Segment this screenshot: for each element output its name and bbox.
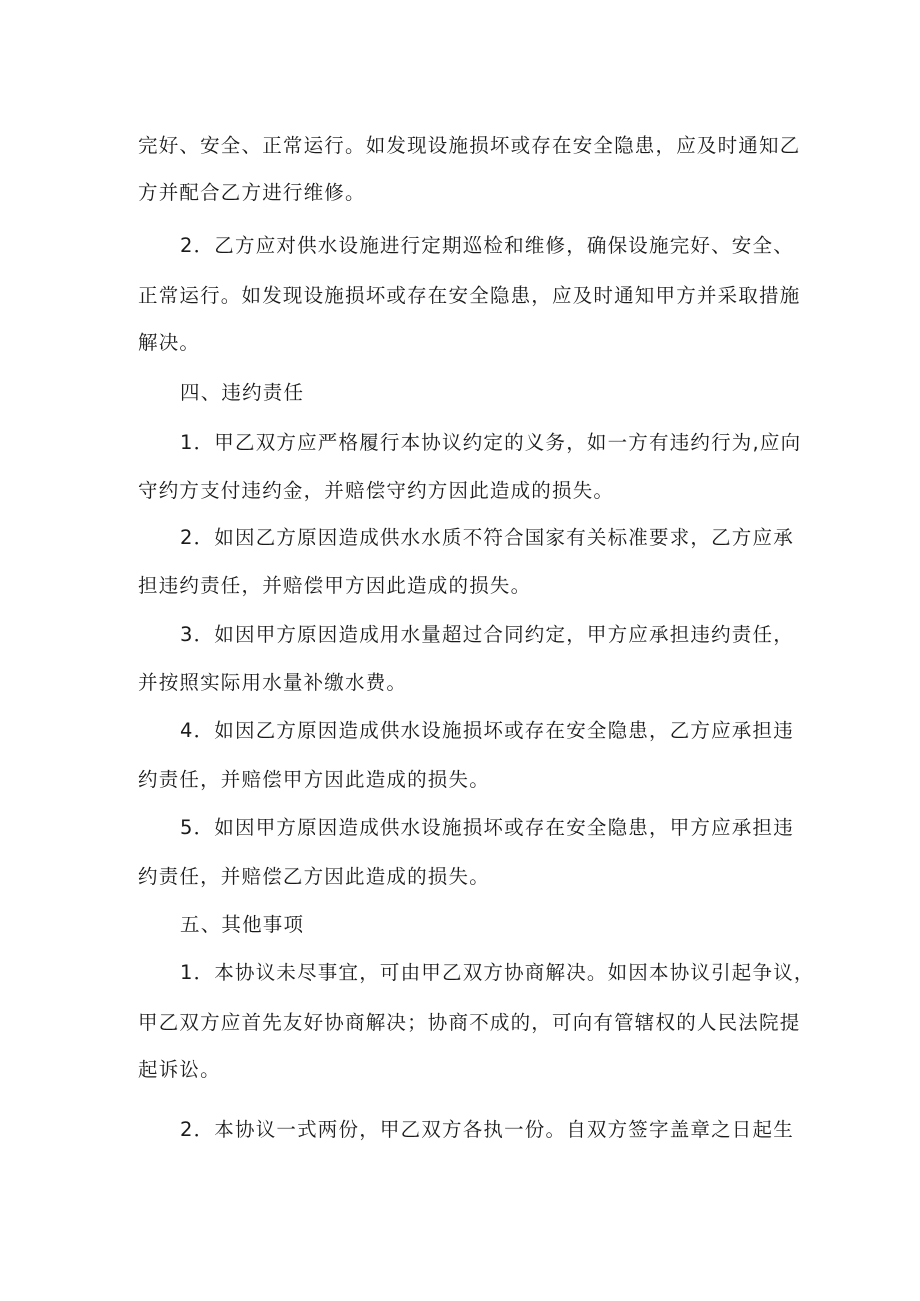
text-line: 5．如因甲方原因造成供水设施损坏或存在安全隐患，甲方应承担违 [180, 816, 794, 839]
text-line: 守约方支付违约金，并赔偿守约方因此造成的损失。 [138, 479, 615, 502]
text-line: 方并配合乙方进行维修。 [138, 181, 366, 204]
text-line: 正常运行。如发现设施损坏或存在安全隐患，应及时通知甲方并采取措施 [138, 284, 801, 307]
text-line: 2．乙方应对供水设施进行定期巡检和维修，确保设施完好、安全、 [180, 234, 794, 257]
text-line: 解决。 [138, 331, 201, 354]
text-line: 约责任，并赔偿乙方因此造成的损失。 [138, 865, 490, 888]
text-line: 2．本协议一式两份，甲乙双方各执一份。自双方签字盖章之日起生 [180, 1118, 794, 1141]
text-line: 甲乙双方应首先友好协商解决；协商不成的，可向有管辖权的人民法院提 [138, 1011, 801, 1034]
section-heading: 五、其他事项 [180, 913, 305, 936]
text-line: 3．如因甲方原因造成用水量超过合同约定，甲方应承担违约责任， [180, 623, 794, 646]
text-line: 起诉讼。 [138, 1058, 221, 1081]
text-line: 约责任，并赔偿甲方因此造成的损失。 [138, 768, 490, 791]
text-line: 4．如因乙方原因造成供水设施损坏或存在安全隐患，乙方应承担违 [180, 719, 794, 742]
text-line: 完好、安全、正常运行。如发现设施损坏或存在安全隐患，应及时通知乙 [138, 134, 801, 157]
text-line: 1．甲乙双方应严格履行本协议约定的义务，如一方有违约行为,应向 [180, 431, 802, 454]
section-heading: 四、违约责任 [180, 381, 305, 404]
text-line: 1．本协议未尽事宜，可由甲乙双方协商解决。如因本协议引起争议， [180, 961, 815, 984]
text-line: 并按照实际用水量补缴水费。 [138, 671, 408, 694]
text-line: 担违约责任，并赔偿甲方因此造成的损失。 [138, 574, 532, 597]
text-line: 2．如因乙方原因造成供水水质不符合国家有关标准要求，乙方应承 [180, 526, 794, 549]
